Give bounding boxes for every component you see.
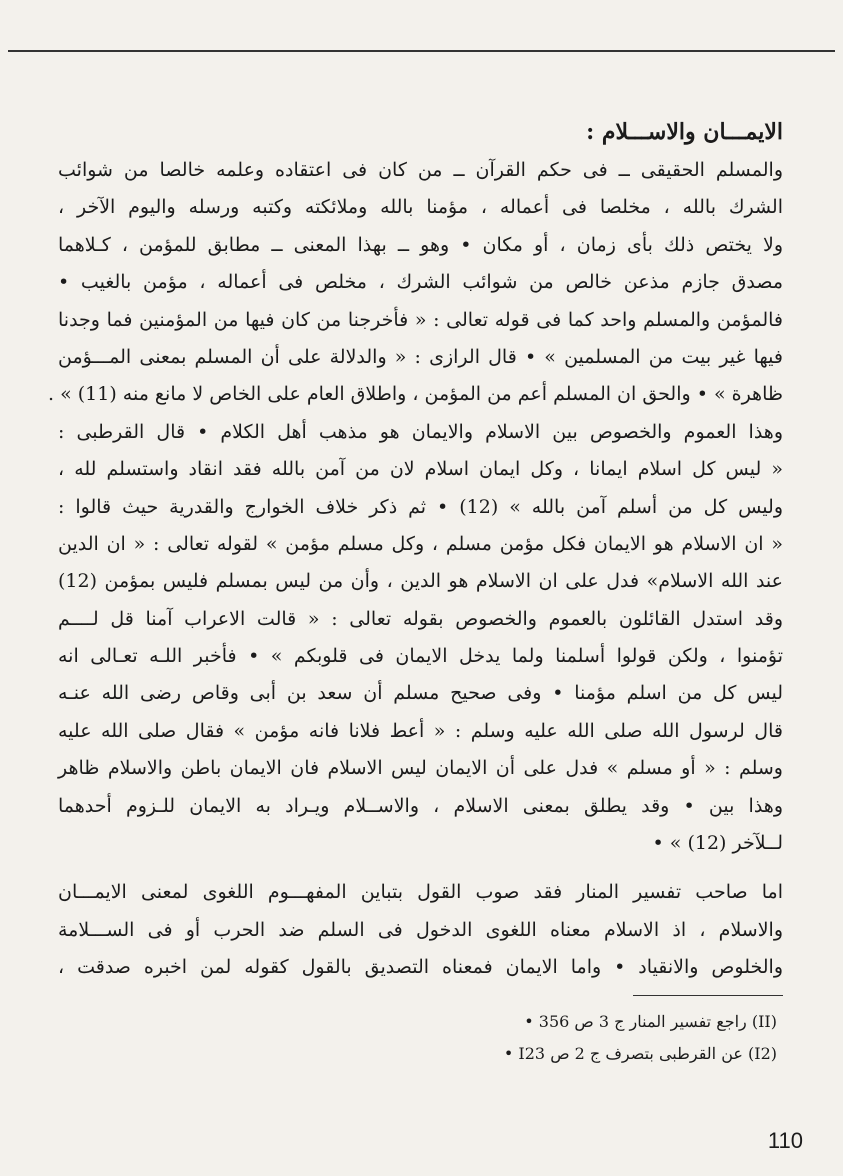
footnote: (I2) عن القرطبى بتصرف ج 2 ص I23 • — [503, 1043, 777, 1063]
text-line: وهذا العموم والخصوص بين الاسلام والايمان هو مذهب أهل الكلام • قال القرطبى : — [58, 420, 783, 443]
text-line: والاسلام ، اذ الاسلام معناه اللغوى الدخول فى السلم ضد الحرب أو فى الســـلامة — [58, 918, 783, 941]
header-rule — [8, 50, 835, 52]
text-line: عند الله الاسلام» فدل على ان الاسلام هو الدين ، وأن من ليس بمسلم فليس بمؤمن (12) — [58, 570, 783, 593]
text-line: ليس كل من اسلم مؤمنا • وفى صحيح مسلم أن سعد بن أبى وقاص رضى الله عنـه — [58, 682, 783, 705]
text-line: تؤمنوا ، ولكن قولوا أسلمنا ولما يدخل الايمان فى قلوبكم » • فأخبر اللـه تعـالى انه — [58, 645, 783, 668]
text-line: وقد استدل القائلون بالعموم والخصوص بقوله تعالى : « قالت الاعراب آمنا قل لــــم — [58, 607, 783, 630]
text-line: « ليس كل اسلام ايمانا ، وكل ايمان اسلام لان من آمن بالله فقد انقاد واستسلم لله ، — [58, 458, 783, 481]
text-line: اما صاحب تفسير المنار فقد صوب القول بتباين المفهـــوم اللغوى لمعنى الايمـــان — [58, 881, 783, 904]
text-line: وليس كل من أسلم آمن بالله » (12) • ثم ذكر خلاف الخوارج والقدرية حيث قالوا : — [58, 495, 784, 518]
page-number: 110 — [767, 1128, 803, 1153]
text-line: والمسلم الحقيقى ــ فى حكم القرآن ــ من كان فى اعتقاده وعلمه خالصا من شوائب — [58, 159, 783, 181]
text-line: لــلآخر (12) » • — [652, 832, 783, 855]
text-line: وهذا بين • وقد يطلق بمعنى الاسلام ، والاســلام ويـراد به الايمان للـزوم أحدهما — [58, 794, 783, 817]
footnote: (II) راجع تفسير المنار ج 3 ص 356 • — [524, 1011, 777, 1031]
text-line: ظاهرة » • والحق ان المسلم أعم من المؤمن ، واطلاق العام على الخاص لا مانع منه (11) » . — [48, 383, 783, 406]
text-line: مصدق جازم مذعن خالص من شوائب الشرك ، مخلص فى أعماله ، مؤمن بالغيب • — [58, 271, 783, 294]
footnotes — [58, 1006, 783, 1070]
text-line: فيها غير بيت من المسلمين » • قال الرازى : « والدلالة على أن المسلم بمعنى المـــؤمن — [58, 345, 783, 368]
text-line: فالمؤمن والمسلم واحد كما فى قوله تعالى : « فأخرجنا من كان فيها من المؤمنين فما وجدنا — [58, 308, 783, 331]
page-body — [48, 112, 784, 1070]
text-line: « ان الاسلام هو الايمان فكل مؤمن مسلم ، وكل مسلم مؤمن » لقوله تعالى : « ان الدين — [58, 532, 783, 555]
text-line: ولا يختص ذلك بأى زمان ، أو مكان • وهو ــ بهذا المعنى ــ مطابق للمؤمن ، كـلاهما — [58, 233, 783, 256]
section-heading: الايمـــان والاســـلام : — [586, 119, 783, 145]
text-line: الشرك بالله ، مخلصا فى أعماله ، مؤمنا بالله وملائكته وكتبه ورسله واليوم الآخر ، — [58, 196, 783, 219]
footnote-rule — [633, 995, 783, 996]
text-line: قال لرسول الله صلى الله عليه وسلم : « أعط فلانا فانه مؤمن » فقال صلى الله عليه — [58, 719, 783, 742]
text-line: وسلم : « أو مسلم » فدل على أن الايمان ليس الاسلام فان الايمان باطن والاسلام ظاهر — [58, 757, 783, 780]
paragraph-1 — [48, 152, 784, 862]
paragraph-2 — [58, 874, 783, 986]
text-line: والخلوص والانقياد • واما الايمان فمعناه التصديق بالقول كقوله لمن اخبره صدقت ، — [58, 956, 783, 979]
